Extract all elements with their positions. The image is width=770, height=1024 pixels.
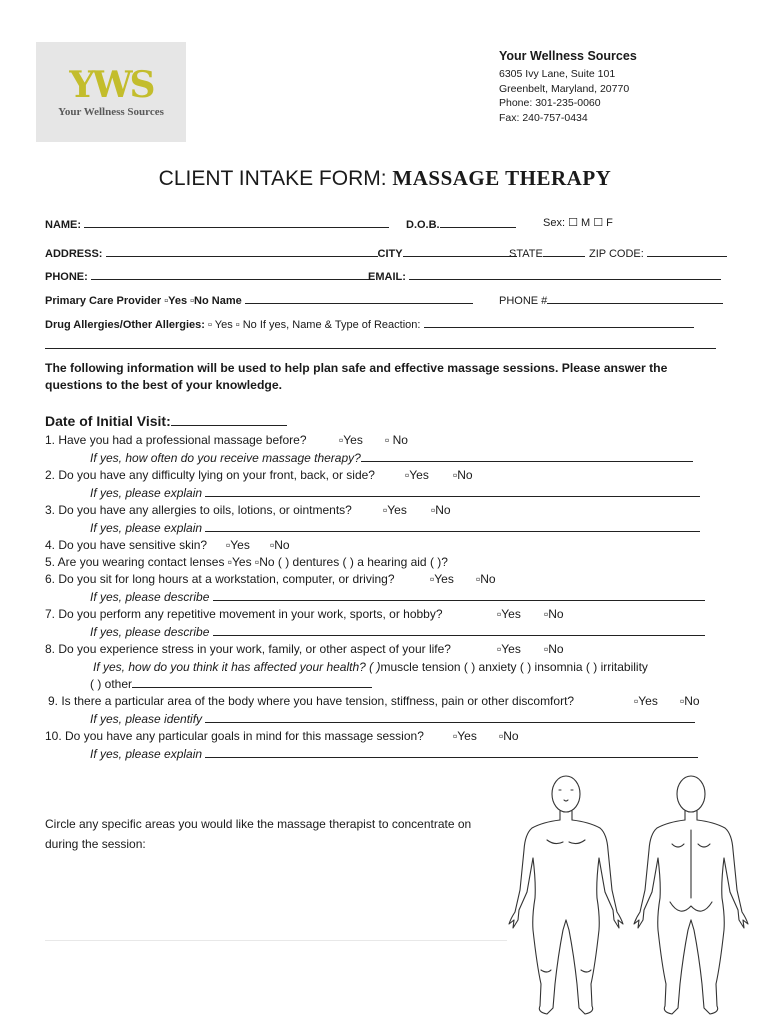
q9-followup (90, 711, 695, 727)
question-10: 10. Do you have any particular goals in mind for this massage session? (45, 729, 424, 743)
pcp-label[interactable]: Primary Care Provider ▫Yes ▫No Name (45, 295, 242, 307)
email-row (368, 268, 721, 283)
logo-mark: YWS (69, 64, 153, 106)
dob-label: D.O.B. (406, 219, 440, 231)
q1-followup-field[interactable] (361, 450, 693, 462)
date-visit-field[interactable] (171, 412, 287, 426)
city-field[interactable] (403, 245, 517, 257)
name-field[interactable] (84, 216, 389, 228)
allergies-row (45, 316, 694, 331)
question-2: 2. Do you have any difficulty lying on your front, back, or side? (45, 468, 375, 482)
company-address-line1: 6305 Ivy Lane, Suite 101 (499, 68, 616, 80)
title-part1: CLIENT INTAKE FORM: (158, 167, 393, 190)
q2-followup (90, 485, 700, 501)
zip-label: ZIP CODE: (589, 248, 644, 260)
pcp-phone-field[interactable] (547, 292, 723, 304)
state-row (509, 245, 585, 260)
q9-followup-label: If yes, please identify (90, 712, 203, 726)
q7-yes-checkbox[interactable]: ▫Yes (497, 607, 521, 621)
q9-no-checkbox[interactable]: ▫No (680, 694, 700, 708)
pcp-name-field[interactable] (245, 292, 473, 304)
logo (36, 42, 186, 142)
q10-yes-checkbox[interactable]: ▫Yes (453, 729, 477, 743)
company-address-line2: Greenbelt, Maryland, 20770 (499, 82, 630, 95)
address-row (45, 245, 517, 260)
q1-no-checkbox[interactable]: ▫ No (385, 433, 408, 447)
company-info (499, 48, 637, 125)
question-1: 1. Have you had a professional massage before? (45, 433, 307, 447)
q7-followup (90, 624, 705, 640)
pcp-row (45, 292, 473, 307)
q3-no-checkbox[interactable]: ▫No (431, 503, 451, 517)
allergies-field[interactable] (424, 316, 694, 328)
q3-followup-label: If yes, please explain (90, 521, 203, 535)
q7-no-checkbox[interactable]: ▫No (544, 607, 564, 621)
intro-paragraph: The following information will be used to help plan safe and effective massage sessions. Please answer the questions to the best of your knowledge. (45, 361, 668, 392)
q3-yes-checkbox[interactable]: ▫Yes (383, 503, 407, 517)
q2-yes-checkbox[interactable]: ▫Yes (405, 468, 429, 482)
logo-text: Your Wellness Sources (58, 106, 164, 118)
q8-no-checkbox[interactable]: ▫No (544, 642, 564, 656)
question-3: 3. Do you have any allergies to oils, lotions, or ointments? (45, 503, 352, 517)
name-row (45, 216, 389, 231)
pcp-phone-label: PHONE # (499, 295, 548, 307)
divider (45, 940, 507, 941)
question-6: 6. Do you sit for long hours at a workstation, computer, or driving? (45, 572, 395, 586)
phone-label: PHONE: (45, 271, 88, 283)
q8-other-field[interactable] (132, 676, 372, 688)
q3-followup (90, 520, 700, 536)
q7-followup-field[interactable] (213, 624, 705, 636)
dob-row (406, 216, 516, 231)
back-body-figure[interactable] (634, 776, 748, 1014)
q8-yes-checkbox[interactable]: ▫Yes (497, 642, 521, 656)
dob-field[interactable] (440, 216, 516, 228)
q8-followup (93, 659, 648, 675)
question-7: 7. Do you perform any repetitive movement in your work, sports, or hobby? (45, 607, 443, 621)
allergies-label: Drug Allergies/Other Allergies: (45, 319, 205, 331)
q6-no-checkbox[interactable]: ▫No (476, 572, 496, 586)
city-label: CITY (377, 248, 403, 260)
q6-yes-checkbox[interactable]: ▫Yes (430, 572, 454, 586)
q6-followup-field[interactable] (213, 589, 705, 601)
state-label: STATE (509, 248, 543, 260)
q1-followup (90, 450, 693, 466)
q2-no-checkbox[interactable]: ▫No (453, 468, 473, 482)
address-label: ADDRESS: (45, 248, 103, 260)
sex-checkboxes[interactable]: Sex: ☐ M ☐ F (543, 217, 613, 229)
phone-field[interactable] (91, 268, 371, 280)
q1-followup-label: If yes, how often do you receive massage therapy? (90, 451, 361, 465)
q10-followup-label: If yes, please explain (90, 747, 203, 761)
q6-followup (90, 589, 705, 605)
company-phone: Phone: 301-235-0060 (499, 97, 601, 109)
company-name: Your Wellness Sources (499, 49, 637, 63)
q10-followup-field[interactable] (205, 746, 698, 758)
q2-followup-field[interactable] (205, 485, 700, 497)
question-9: 9. Is there a particular area of the body where you have tension, stiffness, pain or other discomfort? (48, 694, 575, 708)
question-5[interactable]: 5. Are you wearing contact lenses ▫Yes ▫No ( ) dentures ( ) a hearing aid ( )? (45, 555, 448, 569)
allergies-options[interactable]: ▫ Yes ▫ No If yes, Name & Type of Reaction: (208, 319, 421, 331)
question-4: 4. Do you have sensitive skin? (45, 538, 208, 552)
front-body-figure[interactable] (509, 776, 623, 1014)
phone-row (45, 268, 371, 283)
q8-followup-label: If yes, how do you think it has affected your health? ( ) (93, 660, 381, 674)
email-field[interactable] (409, 268, 721, 280)
body-diagram[interactable] (503, 770, 755, 1020)
name-label: NAME: (45, 219, 82, 231)
q6-followup-label: If yes, please describe (90, 590, 210, 604)
allergies-extra-line[interactable] (45, 348, 716, 349)
page-title (0, 164, 770, 193)
q8-followup-options[interactable]: muscle tension ( ) anxiety ( ) insomnia ( ) irritability (380, 660, 648, 674)
zip-row (589, 245, 727, 260)
zip-field[interactable] (647, 245, 727, 257)
address-field[interactable] (106, 245, 378, 257)
q9-yes-checkbox[interactable]: ▫Yes (634, 694, 658, 708)
circle-instruction: Circle any specific areas you would like the massage therapist to concentrate on during the session: (45, 817, 472, 851)
date-visit-row (45, 412, 287, 429)
q4-yes-checkbox[interactable]: ▫Yes (226, 538, 250, 552)
q10-no-checkbox[interactable]: ▫No (499, 729, 519, 743)
pcp-phone-row (499, 292, 723, 307)
q8-other (90, 676, 372, 692)
q9-followup-field[interactable] (205, 711, 695, 723)
q4-no-checkbox[interactable]: ▫No (270, 538, 290, 552)
q7-followup-label: If yes, please describe (90, 625, 210, 639)
company-fax: Fax: 240-757-0434 (499, 111, 588, 124)
q2-followup-label: If yes, please explain (90, 486, 203, 500)
date-visit-label: Date of Initial Visit: (45, 413, 171, 429)
q3-followup-field[interactable] (205, 520, 700, 532)
title-part2: MASSAGE THERAPY (392, 166, 612, 190)
email-label: EMAIL: (368, 271, 406, 283)
q1-yes-checkbox[interactable]: ▫Yes (339, 433, 363, 447)
q8-other-label[interactable]: ( ) other (90, 677, 133, 691)
q10-followup (90, 746, 698, 762)
question-8: 8. Do you experience stress in your work, family, or other aspect of your life? (45, 642, 451, 656)
state-field[interactable] (543, 245, 585, 257)
